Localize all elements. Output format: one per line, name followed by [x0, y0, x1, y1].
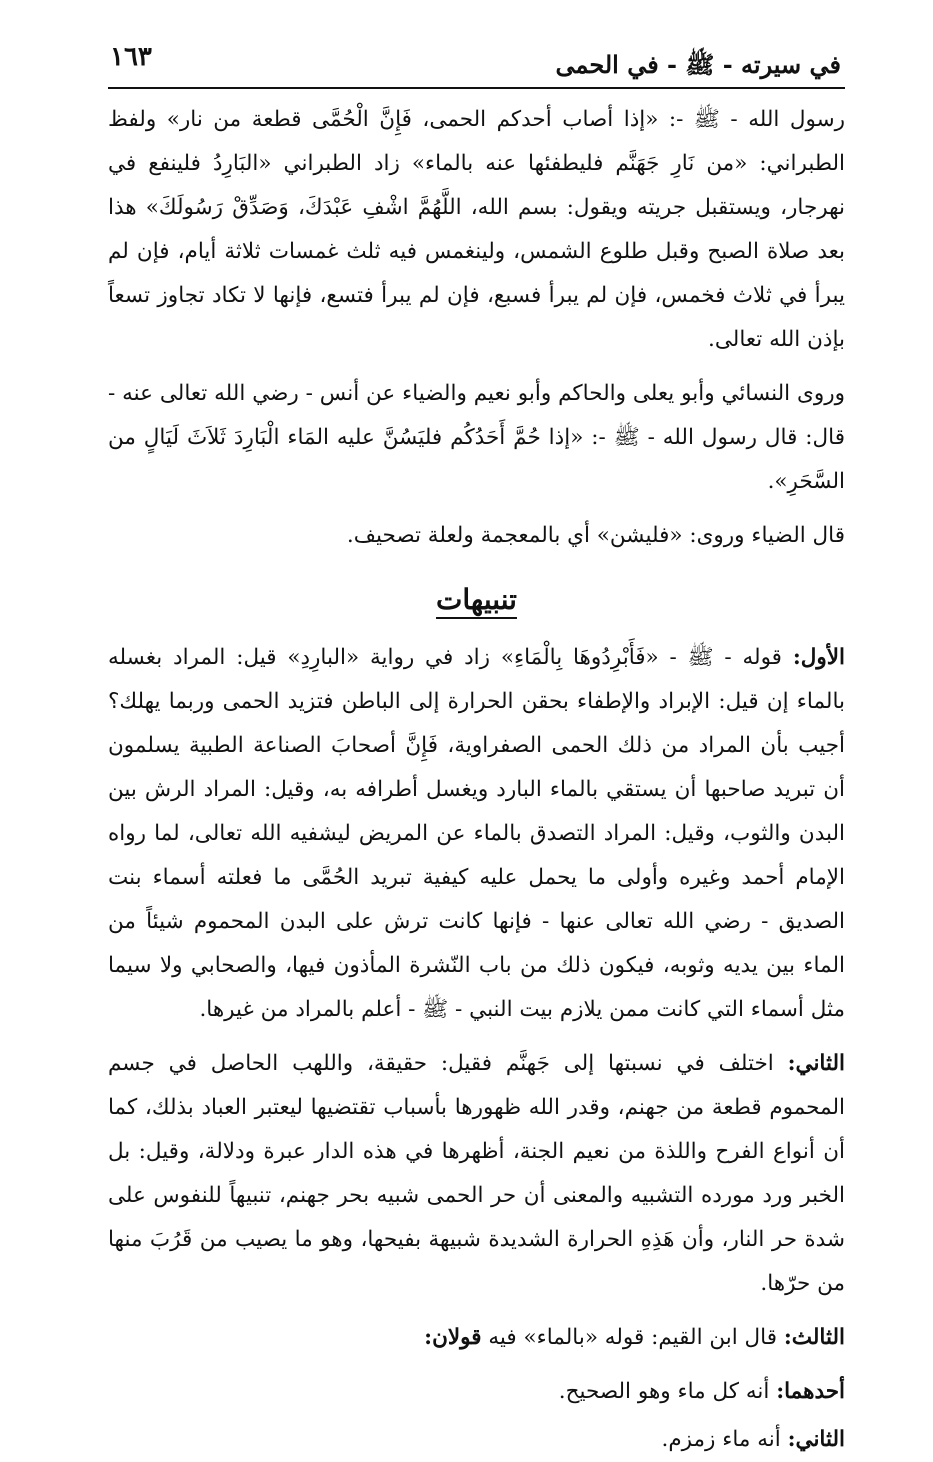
- page-header: [110, 40, 841, 84]
- note-third-opinion-one: [108, 1370, 845, 1414]
- opinion-two-label: الثاني:: [787, 1427, 845, 1452]
- note-third-bold-tail: قولان:: [424, 1325, 482, 1350]
- section-heading: تنبيهات: [436, 583, 517, 616]
- note-first: [108, 636, 845, 1032]
- paragraph-diya-note: قال الضياء وروى: «فليشن» أي بالمعجمة ولعلة تصحيف.: [346, 523, 845, 548]
- opinion-one-text: أنه كل ماء وهو الصحيح.: [558, 1379, 770, 1404]
- note-second-label: الثاني:: [787, 1051, 845, 1076]
- note-first-label: الأول:: [792, 645, 845, 670]
- note-third-text: قال ابن القيم: قوله «بالماء» فيه: [488, 1325, 777, 1350]
- header-rule: [108, 87, 845, 89]
- note-first-text: قوله - ﷺ - «فَأَبْرِدُوهَا بِالْمَاءِ» زاد في رواية «البارِدِ» قيل: المراد بغسله بالماء إن قيل: الإبراد والإطفاء بحقن الحرارة إلى الباطن فتزيد الحمى وربما يهلك؟ أجيب بأن المراد من ذلك الحمى الصفراوية، فَإِنَّ أصحابَ الصناعة الطبية يسلمون أن تبريد صاحبها أن يستقي بالماء البارد ويغسل أطرافه به، وقيل: المراد الرش بين البدن والثوب، وقيل: المراد التصدق بالماء عن المريض ليشفيه الله تعالى، لما رواه الإمام أحمد وغيره وأولى ما يحمل عليه كيفية تبريد الحُمَّى ما فعلته أسماء بنت الصديق - رضي الله تعالى عنها - فإنها كانت ترش على البدن المحموم شيئاً من الماء بين يديه وثوبه، فيكون ذلك من باب النّشرة المأذون فيها، والصحابي ولا سيما مثل أسماء التي كانت ممن يلازم بيت النبي - ﷺ - أعلم بالمراد من غيرها.: [108, 645, 845, 1022]
- paragraph-hadith-tabarani: رسول الله - ﷺ -: «إذا أصاب أحدكم الحمى، فَإِنَّ الْحُمَّى قطعة من نار» ولفظ الطبراني: «من نَارِ جَهَنَّم فليطفئها عنه بالماء» زاد الطبراني «البَارِدُ فلينفع في نهرجار، ويستقبل جريته ويقول: بسم الله، اللَّهُمَّ اشْفِ عَبْدَكَ، وَصَدِّقْ رَسُولَكَ» هذا بعد صلاة الصبح وقبل طلوع الشمس، ولينغمس فيه ثلث غمسات ثلاثة أيام، فإن لم يبرأ في ثلاث فخمس، فإن لم يبرأ فسبع، فإن لم يبرأ فتسع، فإنها لا تكاد تجاوز تسعاً بإذن الله تعالى.: [108, 107, 845, 352]
- page-body: [108, 98, 845, 1462]
- opinion-one-label: أحدهما:: [776, 1379, 845, 1404]
- note-third: [108, 1316, 845, 1360]
- page-number: ١٦٣: [110, 42, 152, 72]
- note-second: [108, 1042, 845, 1306]
- paragraph-hadith-anas: وروى النسائي وأبو يعلى والحاكم وأبو نعيم والضياء عن أنس - رضي الله تعالى عنه - قال: قال رسول الله - ﷺ -: «إذا حُمَّ أَحَدُكُم فليَسُنَّ عليه المَاء الْبَارِدَ ثَلاَثَ لَيَالٍ من السَّحَرِ».: [108, 381, 845, 494]
- note-third-opinion-two: [108, 1418, 845, 1462]
- note-third-label: الثالث:: [783, 1325, 845, 1350]
- note-second-text: اختلف في نسبتها إلى جَهنَّم فقيل: حقيقة، واللهب الحاصل في جسم المحموم قطعة من جهنم، وقدر الله ظهورها بأسباب تقتضيها ليعتبر العباد بذلك، كما أن أنواع الفرح واللذة من نعيم الجنة، أظهرها في هذه الدار عبرة ودلالة، وقيل: بل الخبر ورد مورده التشبيه والمعنى أن حر الحمى شبيه بحر جهنم، تنبيهاً للنفوس على شدة حر النار، وأن هَذِهِ الحرارة الشديدة شبيهة بفيحها، وهو ما يصيب من قَرُبَ منها من حرّها.: [108, 1051, 845, 1296]
- running-title: في سيرته - ﷺ - في الحمى: [555, 50, 841, 79]
- opinion-two-text: أنه ماء زمزم.: [661, 1427, 781, 1452]
